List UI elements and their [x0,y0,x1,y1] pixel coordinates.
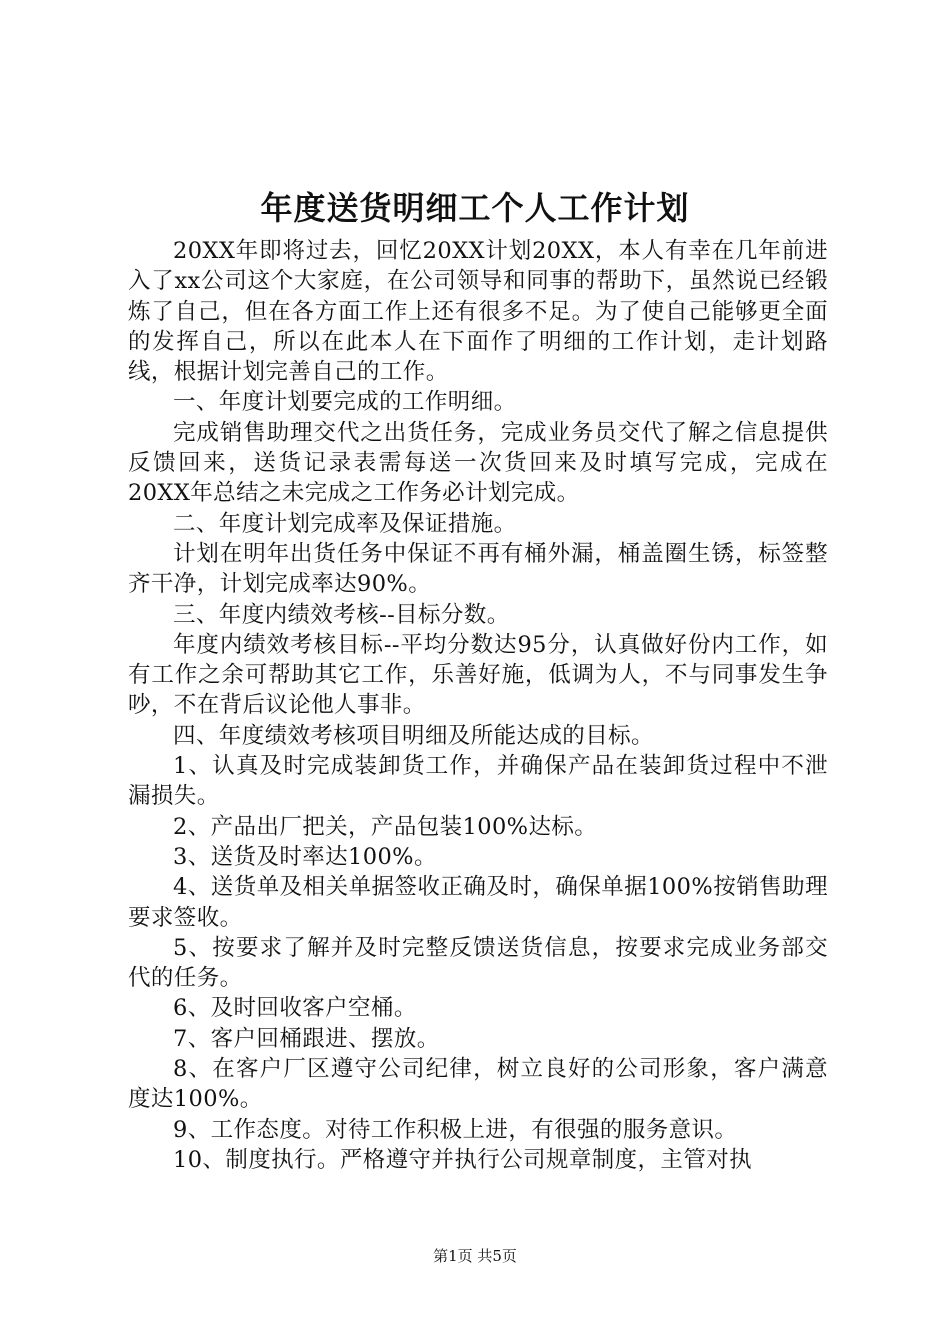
document-title: 年度送货明细工个人工作计划 [260,189,690,227]
section-heading-4: 四、年度绩效考核项目明细及所能达成的目标。 [173,722,654,749]
document-body [128,236,828,1175]
paragraph-section-2: 计划在明年出货任务中保证不再有桶外漏，桶盖圈生锈，标签整齐干净，计划完成率达90%。 [128,540,828,598]
section-heading-3: 三、年度内绩效考核--目标分数。 [173,601,510,628]
list-item-2: 2、产品出厂把关，产品包装100%达标。 [173,813,598,840]
list-item-6: 6、及时回收客户空桶。 [173,995,417,1022]
paragraph-section-1: 完成销售助理交代之出货任务，完成业务员交代了解之信息提供反馈回来，送货记录表需每送一次货回来及时填写完成，完成在20XX年总结之未完成之工作务必计划完成。 [128,419,828,507]
list-item-8: 8、在客户厂区遵守公司纪律，树立良好的公司形象，客户满意度达100%。 [128,1056,828,1113]
paragraph-intro: 20XX年即将过去，回忆20XX计划20XX，本人有幸在几年前进入了xx公司这个大家庭，在公司领导和同事的帮助下，虽然说已经锻炼了自己，但在各方面工作上还有很多不足。为了使自己能够更全面的发挥自己，所以在此本人在下面作了明细的工作计划，走计划路线，根据计划完善自己的工作。 [128,238,828,386]
section-heading-1: 一、年度计划要完成的工作明细。 [173,389,517,416]
list-item-3: 3、送货及时率达100%。 [173,843,437,870]
list-item-1: 1、认真及时完成装卸货工作，并确保产品在装卸货过程中不泄漏损失。 [128,753,828,810]
list-item-9: 9、工作态度。对待工作积极上进，有很强的服务意识。 [173,1116,738,1143]
list-item-4: 4、送货单及相关单据签收正确及时，确保单据100%按销售助理要求签收。 [128,874,828,931]
page-footer: 第1页 共5页 [433,1247,517,1265]
paragraph-section-3: 年度内绩效考核目标--平均分数达95分，认真做好份内工作，如有工作之余可帮助其它工作，乐善好施，低调为人，不与同事发生争吵，不在背后议论他人事非。 [128,631,828,719]
list-item-7: 7、客户回桶跟进、摆放。 [173,1025,440,1052]
list-item-10: 10、制度执行。严格遵守并执行公司规章制度，主管对执 [173,1146,753,1173]
section-heading-2: 二、年度计划完成率及保证措施。 [173,510,517,537]
list-item-5: 5、按要求了解并及时完整反馈送货信息，按要求完成业务部交代的任务。 [128,934,828,992]
